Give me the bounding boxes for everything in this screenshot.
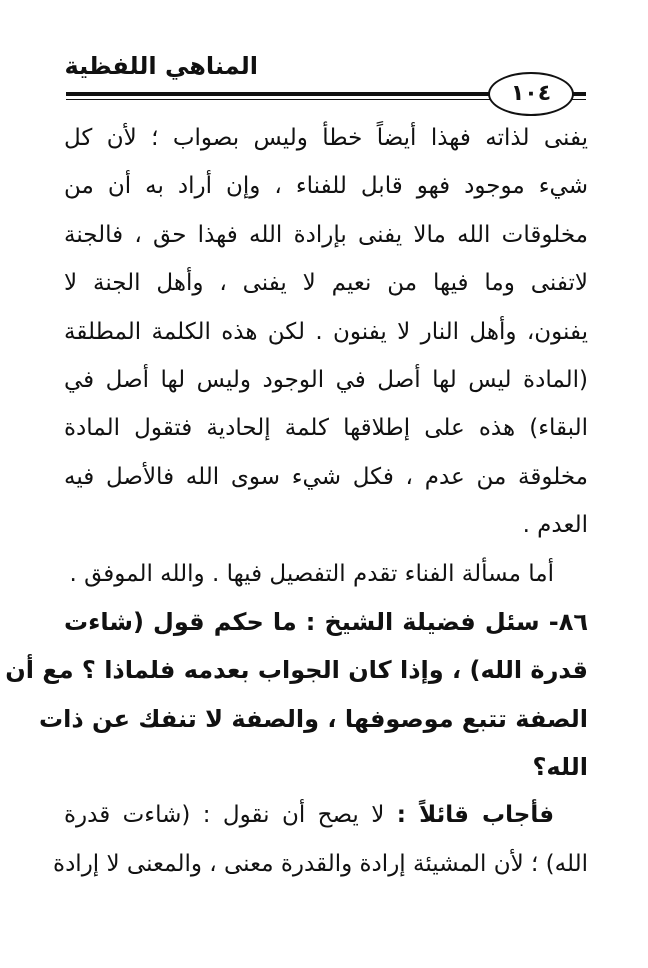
- text-line: العدم .: [522, 512, 588, 539]
- answer-text: لا يصح أن نقول : (شاءت قدرة: [64, 802, 385, 829]
- question-line: الله؟: [532, 753, 588, 782]
- text-line: شيء موجود فهو قابل للفناء ، وإن أراد به أن من: [64, 173, 588, 200]
- text-line: لاتفنى وما فيها من نعيم لا يفنى ، وأهل الجنة لا: [64, 270, 588, 297]
- text-line: يفنى لذاته فهذا أيضاً خطأ وليس بصواب ؛ لأن كل: [64, 125, 588, 151]
- answer-first-line: [64, 791, 588, 839]
- question-line: قدرة الله) ، وإذا كان الجواب بعدمه فلماذا ؟ مع أن: [5, 656, 588, 685]
- question-line: الصفة تتبع موصوفها ، والصفة لا تنفك عن ذات: [39, 704, 588, 733]
- text-line: الله) ؛ لأن المشيئة إرادة والقدرة معنى ، والمعنى لا إرادة: [53, 850, 588, 877]
- page-number: ١٠٤: [488, 72, 574, 116]
- answer-lead: فأجاب قائلاً :: [396, 802, 555, 829]
- body-text: [5, 114, 588, 888]
- text-line: مخلوقة من عدم ، فكل شيء سوى الله فالأصل فيه: [64, 463, 588, 490]
- text-line: البقاء) هذه على إطلاقها كلمة إلحادية فتقول المادة: [64, 415, 588, 442]
- text-line: مخلوقات الله مالا يفنى بإرادة الله فهذا حق ، فالجنة: [64, 221, 588, 248]
- text-line: يفنون، وأهل النار لا يفنون . لكن هذه الكلمة المطلقة: [64, 318, 588, 345]
- running-header-title: المناهي اللفظية: [64, 52, 258, 80]
- question-line: ٨٦- سئل فضيلة الشيخ : ما حكم قول (شاءت: [64, 607, 588, 636]
- text-line: أما مسألة الفناء تقدم التفصيل فيها . والله الموفق .: [69, 560, 554, 587]
- text-line: (المادة ليس لها أصل في الوجود وليس لها أصل في: [64, 366, 588, 393]
